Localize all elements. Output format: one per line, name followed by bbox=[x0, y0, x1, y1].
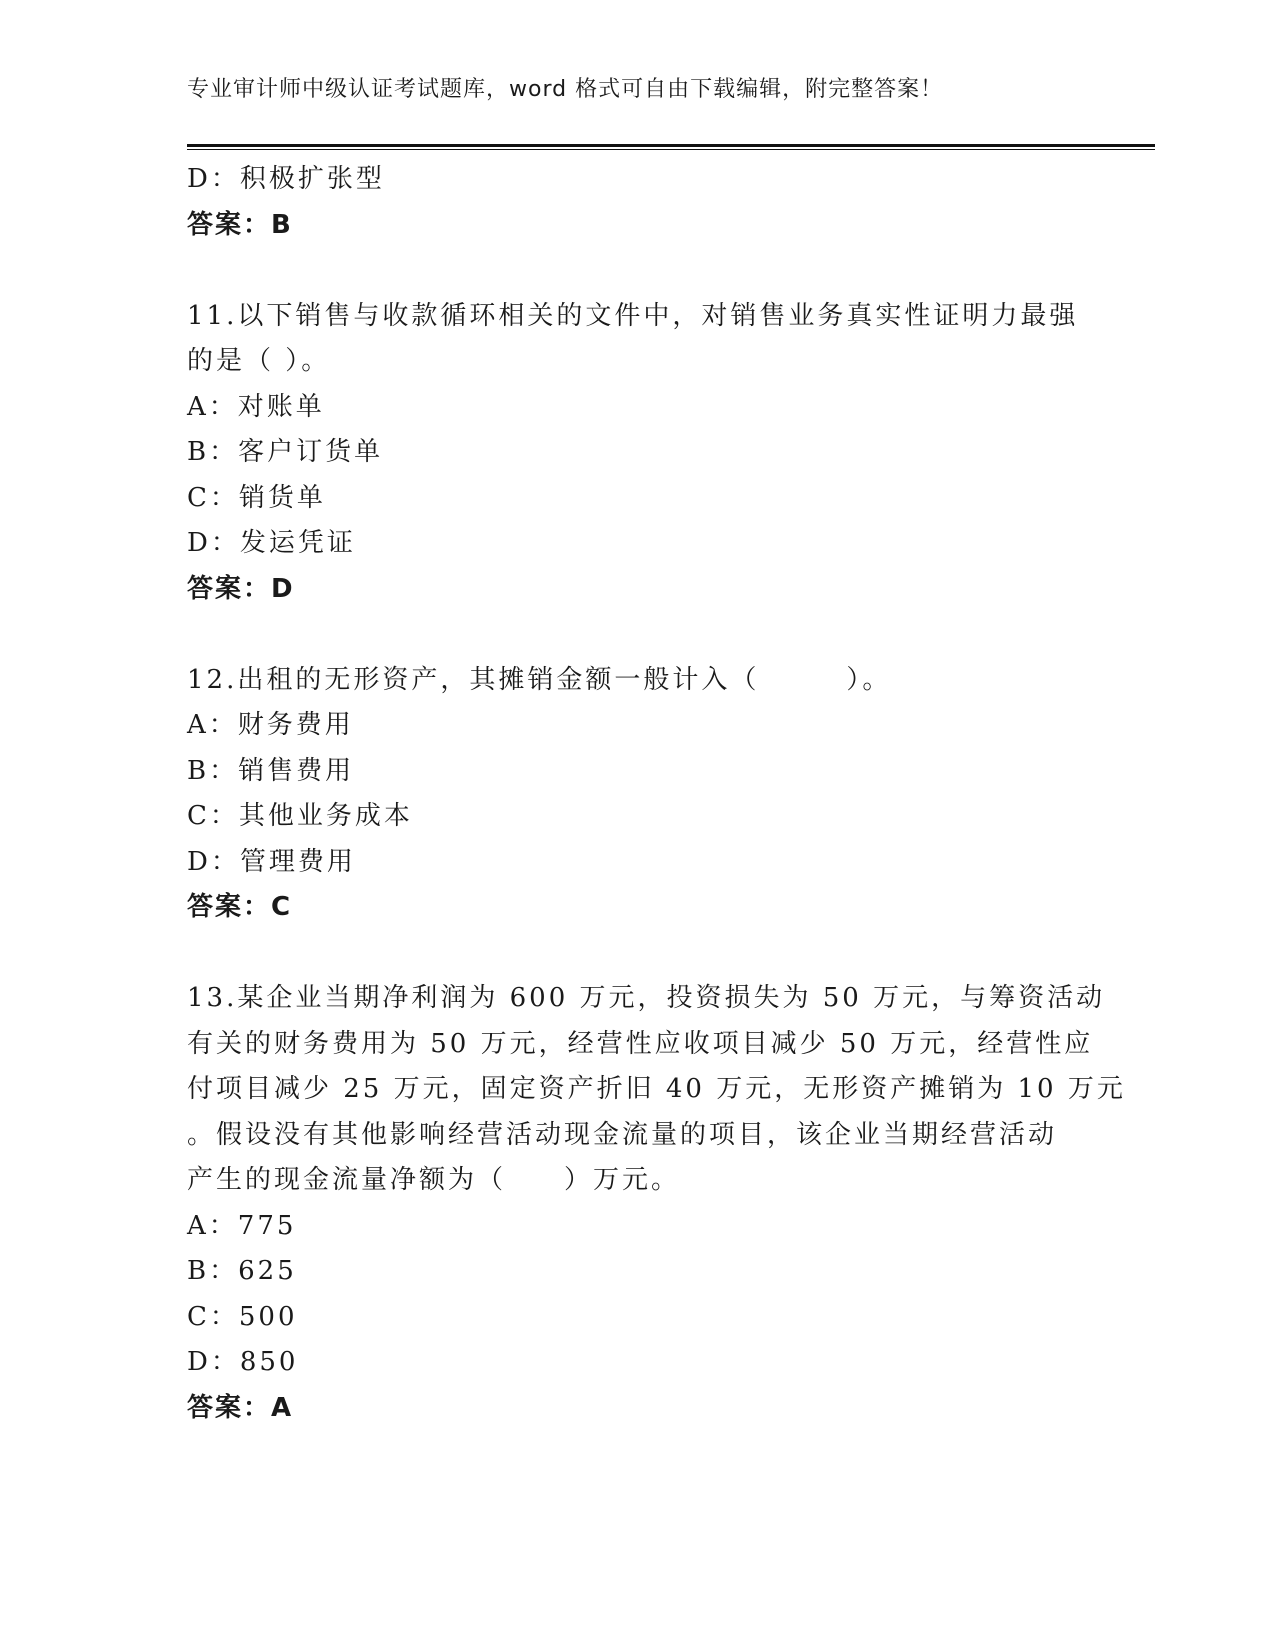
previous-answer: 答案：B bbox=[187, 209, 293, 240]
question-text-line: 11.以下销售与收款循环相关的文件中，对销售业务真实性证明力最强 bbox=[187, 300, 1079, 331]
option-a: A：775 bbox=[187, 1210, 297, 1241]
question-11 bbox=[187, 294, 1087, 613]
question-text-line: 的是（ ）。 bbox=[187, 346, 331, 376]
spacer bbox=[187, 612, 1087, 658]
question-text-line: 付项目减少 25 万元，固定资产折旧 40 万元，无形资产摊销为 10 万元 bbox=[187, 1074, 1126, 1104]
question-text-line: 。假设没有其他影响经营活动现金流量的项目，该企业当期经营活动 bbox=[187, 1119, 1058, 1150]
question-12 bbox=[187, 658, 1087, 931]
option-b: B：625 bbox=[187, 1256, 297, 1286]
option-d: D：850 bbox=[187, 1347, 299, 1377]
answer-line: 答案：D bbox=[187, 573, 295, 604]
question-13 bbox=[187, 976, 1126, 1431]
option-b: B：客户订货单 bbox=[187, 437, 384, 467]
spacer bbox=[187, 248, 1087, 294]
question-text-line: 有关的财务费用为 50 万元，经营性应收项目减少 50 万元，经营性应 bbox=[187, 1028, 1094, 1059]
header-rule-thin bbox=[187, 149, 1155, 150]
header-rule-thick bbox=[187, 144, 1155, 147]
option-c: C：其他业务成本 bbox=[187, 801, 413, 831]
answer-line: 答案：A bbox=[187, 1392, 294, 1423]
page-header: 专业审计师中级认证考试题库，word 格式可自由下载编辑，附完整答案！ bbox=[187, 77, 944, 102]
previous-option-d: D：积极扩张型 bbox=[187, 164, 385, 194]
option-c: C：500 bbox=[187, 1301, 298, 1332]
spacer bbox=[187, 931, 1087, 977]
option-a: A：财务费用 bbox=[187, 710, 354, 740]
answer-line: 答案：C bbox=[187, 892, 293, 922]
question-text-line: 12.出租的无形资产，其摊销金额一般计入（ ）。 bbox=[187, 664, 892, 695]
option-d: D：管理费用 bbox=[187, 846, 356, 877]
option-b: B：销售费用 bbox=[187, 755, 355, 786]
question-text-line: 13.某企业当期净利润为 600 万元，投资损失为 50 万元，与筹资活动 bbox=[187, 983, 1106, 1013]
option-d: D：发运凭证 bbox=[187, 528, 356, 558]
option-c: C：销货单 bbox=[187, 482, 326, 513]
document-body bbox=[187, 157, 1126, 1431]
question-text-line: 产生的现金流量净额为（ ）万元。 bbox=[187, 1165, 681, 1195]
option-a: A：对账单 bbox=[187, 391, 325, 422]
